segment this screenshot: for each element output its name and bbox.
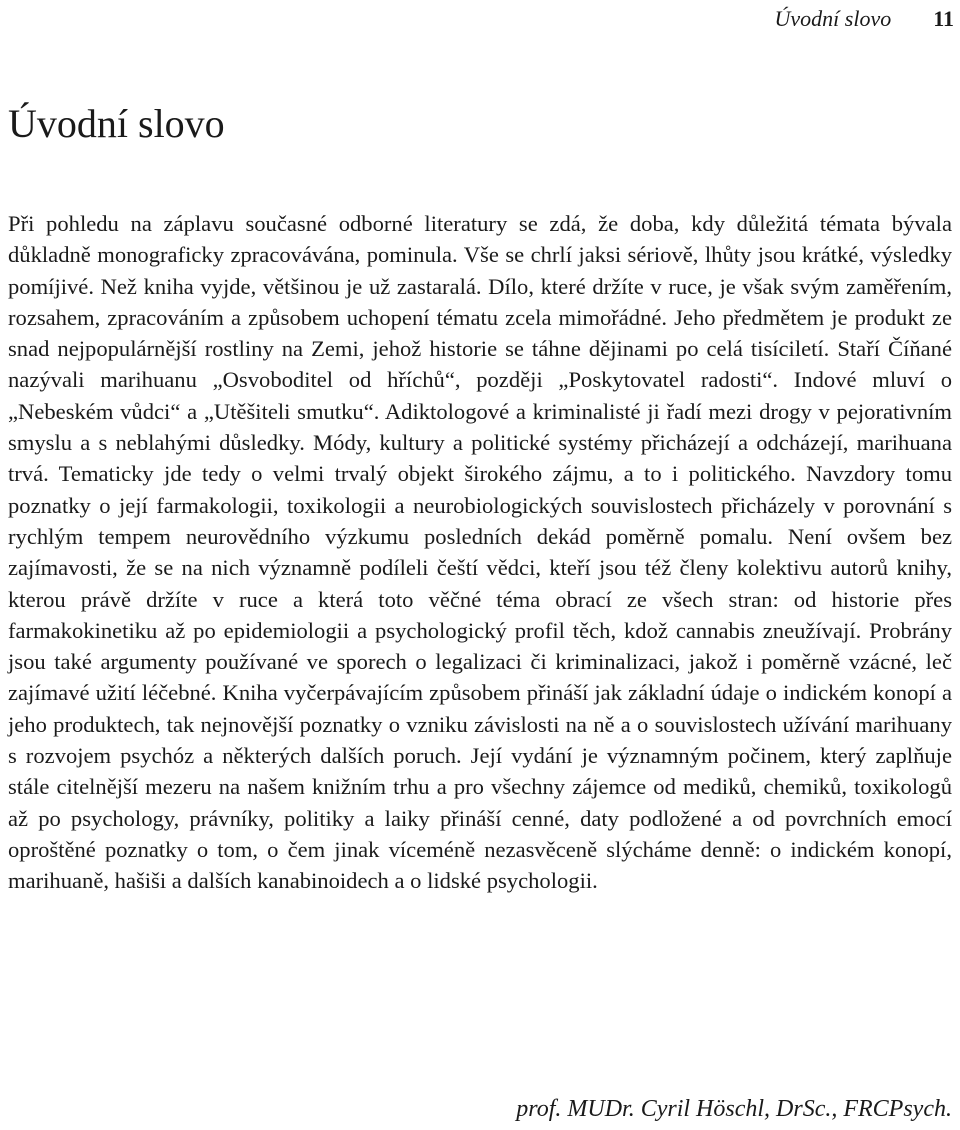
running-header	[775, 4, 955, 34]
author-signature: prof. MUDr. Cyril Höschl, DrSc., FRCPsych.	[516, 1096, 952, 1122]
chapter-title: Úvodní slovo	[8, 101, 225, 146]
running-header-section: Úvodní slovo	[774, 6, 892, 31]
body-paragraph: Při pohledu na záplavu současné odborné literatury se zdá, že doba, kdy důležitá témata bývala důkladně monograficky zpracovávána, pominula. Vše se chrlí jaksi sériově, lhůty jsou krátké, výsledky pomíjivé. Než kniha vyjde, většinou je už zastaralá. Dílo, které držíte v ruce, je však svým zaměřením, rozsahem, zpracováním a způsobem uchopení tématu zcela mimořádné. Jeho předmětem je produkt ze snad nejpopulárnější rostliny na Zemi, jehož historie se táhne dějinami po celá tisíciletí. Staří Číňané nazývali marihuanu „Osvoboditel od hříchů“, později „Poskytovatel radosti“. Indové mluví o „Nebeském vůdci“ a „Utěšiteli smutku“. Adiktologové a kriminalisté ji řadí mezi drogy v pejorativním smyslu a s neblahými důsledky. Módy, kultury a politické systémy přicházejí a odcházejí, marihuana trvá. Tematicky jde tedy o velmi trvalý objekt širokého zájmu, a to i politického. Navzdory tomu poznatky o její farmakologii, toxikologii a neurobiologických souvislostech přicházely v porovnání s rychlým tempem neurovědního výzkumu posledních dekád poměrně pomalu. Není ovšem bez zajímavosti, že se na nich významně podíleli čeští vědci, kteří jsou též členy kolektivu autorů knihy, kterou právě držíte v ruce a která toto věčné téma obrací ze všech stran: od historie přes farmakokinetiku až po epidemiologii a psychologický profil těch, kdož cannabis zneužívají. Probrány jsou také argumenty používané ve sporech o legalizaci či kriminalizaci, jakož i poměrně vzácné, leč zajímavé užití léčebné. Kniha vyčerpávajícím způsobem přináší jak základní údaje o indickém konopí a jeho produktech, tak nejnovější poznatky o vzniku závislosti na ně a o souvislostech užívání marihuany s rozvojem psychóz a některých dalších poruch. Její vydání je významným počinem, který zaplňuje stále citelnější mezeru na našem knižním trhu a pro všechny zájemce od mediků, chemiků, toxikologů až po psychology, právníky, politiky a laiky přináší cenné, daty podložené a od povrchních emocí oproštěné poznatky o tom, o čem jinak víceméně nezasvěceně slýcháme denně: o indickém konopí, marihuaně, hašiši a dalších kanabinoidech a o lidské psychologii.	[8, 211, 952, 894]
page-number: 11	[933, 6, 954, 31]
